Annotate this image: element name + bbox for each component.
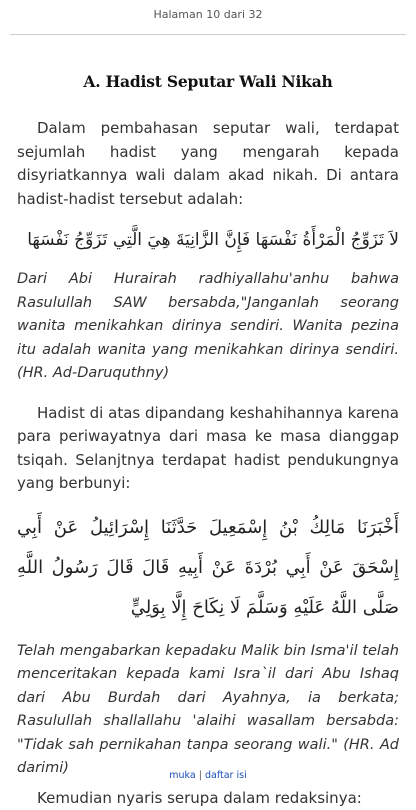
hadith-1-translation: Dari Abi Hurairah radhiyallahu'anhu bahwa Rasulullah SAW bersabda,"Janganlah seorang wanita menikahkan dirinya sendiri. Wanita pezina itu adalah wanita yang menikahkan dirinya sendiri. (HR. Ad-Daruquthny): [17, 268, 399, 386]
header-divider: [10, 34, 406, 35]
footer-separator: |: [199, 770, 202, 781]
home-link[interactable]: muka: [169, 770, 195, 781]
hadith-1-arabic: لاَ تَزَوِّجُ الْمَرْأَةُ نَفْسَهَا فَإِنَّ الزَّانِيَةَ هِيَ الَّتِي تَزَوِّجُ نَفْسَهَا: [17, 227, 399, 253]
page-indicator: Halaman 10 dari 32: [153, 8, 262, 21]
page-content: [17, 72, 399, 810]
hadith-2-arabic: أَخْبَرَنَا مَالِكُ بْنُ إِسْمَعِيلَ حَدَّثَنَا إِسْرَائِيلُ عَنْ أَبِي إِسْحَقَ عَنْ أَبِي بُرْدَةَ عَنْ أَبِيهِ قَالَ قَالَ رَسُولُ اللَّهِ صَلَّى اللَّهُ عَلَيْهِ وَسَلَّمَ لَا نِكَاحَ إِلَّا بِوَلِيٍّ: [17, 508, 399, 628]
hadith-2-translation: Telah mengabarkan kepadaku Malik bin Isma'il telah menceritakan kepada kami Isra`il dari Abu Ishaq dari Abu Burdah dari Ayahnya, ia berkata; Rasulullah shallallahu 'alaihi wasallam bersabda: "Tidak sah pernikahan tanpa seorang wali." (HR. Ad darimi): [17, 640, 399, 781]
table-of-contents-link[interactable]: daftar isi: [205, 770, 247, 781]
section-title: A. Hadist Seputar Wali Nikah: [17, 72, 399, 91]
intro-paragraph: Dalam pembahasan seputar wali, terdapat sejumlah hadist yang mengarah kepada disyriatkannya wali dalam akad nikah. Di antara hadist-hadist tersebut adalah:: [17, 117, 399, 211]
page-footer: [0, 770, 416, 781]
middle-paragraph: Hadist di atas dipandang keshahihannya karena para periwayatnya dari masa ke masa dianggap tsiqah. Selanjtnya terdapat hadist pendukungnya yang berbunyi:: [17, 402, 399, 496]
closing-paragraph: Kemudian nyaris serupa dalam redaksinya:: [17, 787, 399, 810]
page-header: [0, 0, 416, 38]
